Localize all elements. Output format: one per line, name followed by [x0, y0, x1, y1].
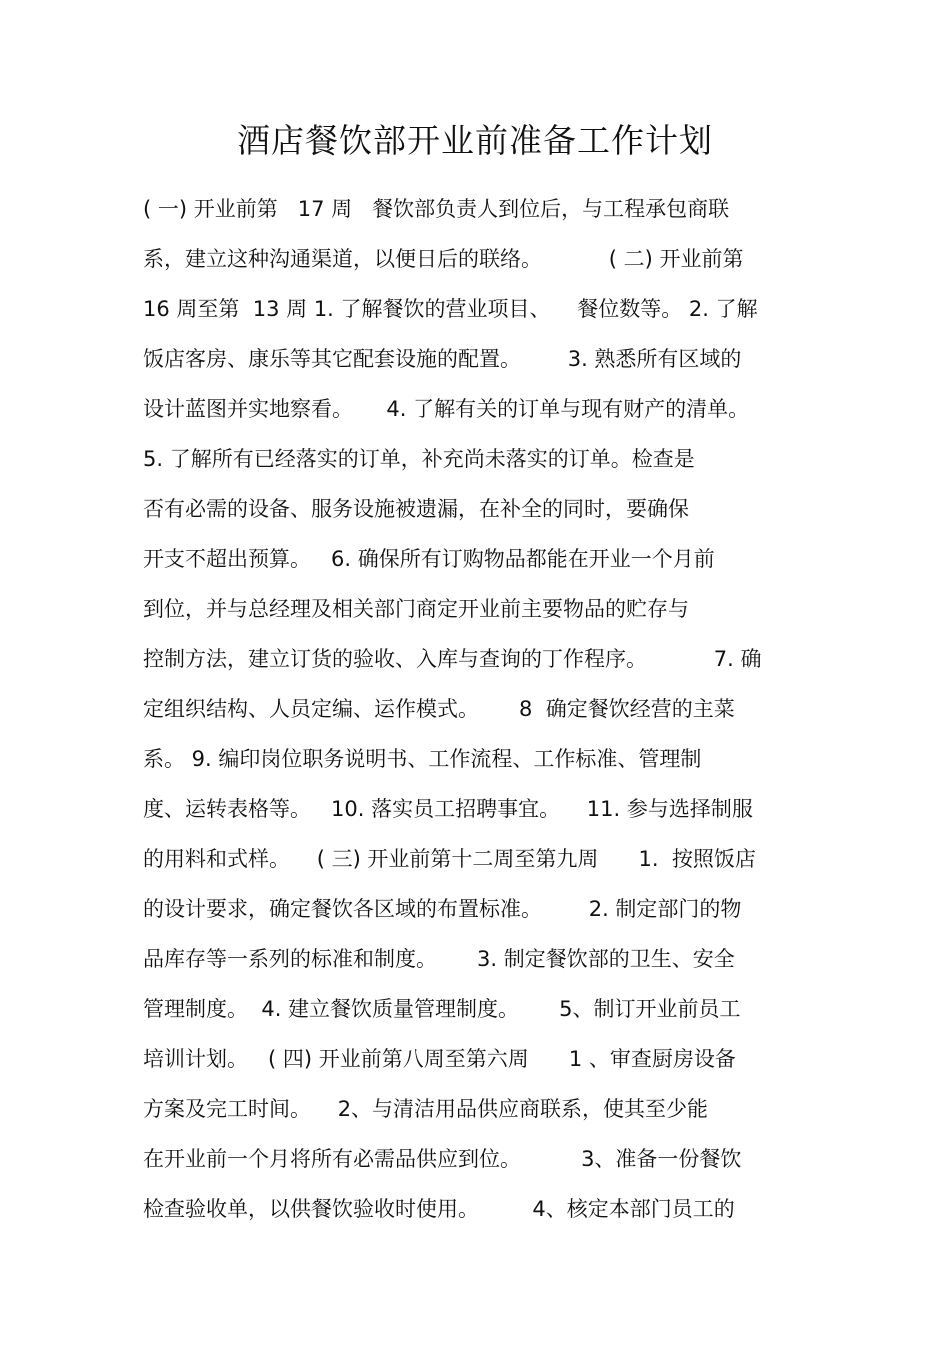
body-line: 方案及完工时间。 2、与清洁用品供应商联系，使其至少能 [143, 1097, 709, 1121]
body-line: 培训计划。 ( 四) 开业前第八周至第六周 1 、审查厨房设备 [143, 1047, 736, 1071]
body-line: 饭店客房、康乐等其它配套设施的配置。 3. 熟悉所有区域的 [143, 347, 742, 371]
document-body [143, 184, 823, 1234]
body-line: 在开业前一个月将所有必需品供应到位。 3、准备一份餐饮 [143, 1147, 742, 1171]
body-line: 的用料和式样。 ( 三) 开业前第十二周至第九周 1. 按照饭店 [143, 847, 756, 871]
body-line: 16 周至第 13 周 1. 了解餐饮的营业项目、 餐位数等。 2. 了解 [143, 297, 758, 321]
body-line: 检查验收单，以供餐饮验收时使用。 4、核定本部门员工的 [143, 1197, 735, 1221]
body-line: 系，建立这种沟通渠道，以便日后的联络。 ( 二) 开业前第 [143, 247, 744, 271]
body-line: 度、运转表格等。 10. 落实员工招聘事宜。 11. 参与选择制服 [143, 797, 753, 821]
body-line: 系。 9. 编印岗位职务说明书、工作流程、工作标准、管理制 [143, 747, 702, 771]
body-line: 开支不超出预算。 6. 确保所有订购物品都能在开业一个月前 [143, 547, 715, 571]
body-line: ( 一) 开业前第 17 周 餐饮部负责人到位后，与工程承包商联 [143, 197, 730, 221]
body-line: 的设计要求，确定餐饮各区域的布置标准。 2. 制定部门的物 [143, 897, 742, 921]
body-line: 设计蓝图并实地察看。 4. 了解有关的订单与现有财产的清单。 [143, 397, 750, 421]
body-line: 否有必需的设备、服务设施被遗漏，在补全的同时，要确保 [143, 497, 689, 521]
body-line: 到位，并与总经理及相关部门商定开业前主要物品的贮存与 [143, 597, 689, 621]
body-line: 定组织结构、人员定编、运作模式。 8 确定餐饮经营的主菜 [143, 697, 735, 721]
body-line: 品库存等一系列的标准和制度。 3. 制定餐饮部的卫生、安全 [143, 947, 735, 971]
body-line: 控制方法，建立订货的验收、入库与查询的丁作程序。 7. 确 [143, 647, 762, 671]
document-title: 酒店餐饮部开业前准备工作计划 [237, 121, 713, 160]
body-line: 5. 了解所有已经落实的订单，补充尚未落实的订单。检查是 [143, 447, 695, 471]
body-line: 管理制度。 4. 建立餐饮质量管理制度。 5、制订开业前员工 [143, 997, 741, 1021]
